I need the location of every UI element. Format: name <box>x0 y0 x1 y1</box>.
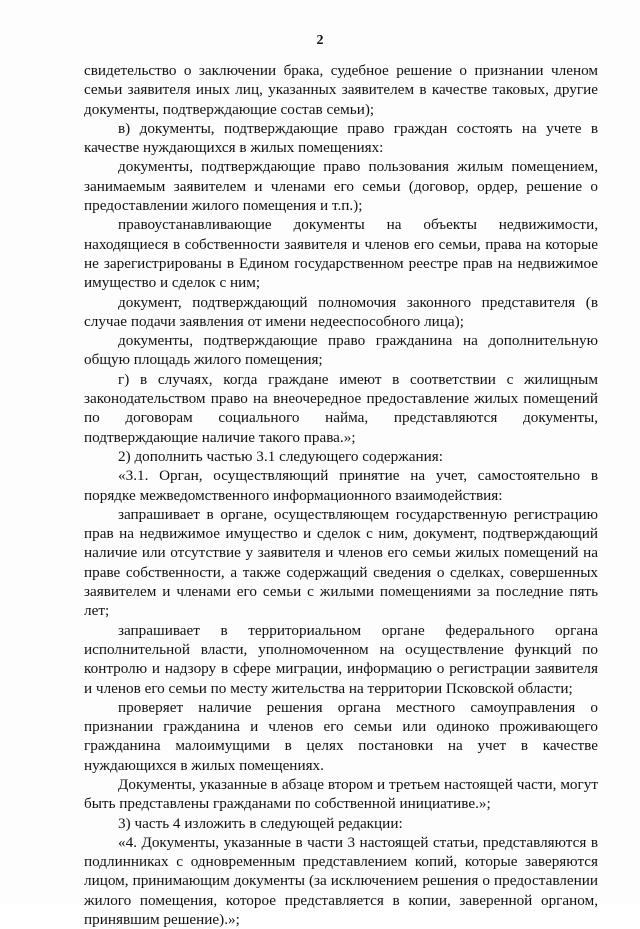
paragraph: 3) часть 4 изложить в следующей редакции: <box>118 814 403 832</box>
paragraph: в) документы, подтверждающие право граждан состоять на учете в качестве нуждающихся в жилых помещениях: <box>84 119 598 157</box>
paragraph: г) в случаях, когда граждане имеют в соответствии с жилищным законодательством право на внеочередное предоставление жилых помещений по договорам социального найма, представляются документы, подтверждающие наличие такого права.»; <box>84 370 598 446</box>
paragraph: правоустанавливающие документы на объекты недвижимости, находящиеся в собственности заявителя и членов его семьи, права на которые не зарегистрированы в Едином государственном реестре прав на недвижимое имущество и сделок с ним; <box>84 216 598 292</box>
paragraph: документ, подтверждающий полномочия законного представителя (в случае подачи заявления от имени недееспособного лица); <box>84 293 598 330</box>
paragraph: свидетельство о заключении брака, судебное решение о признании членом семьи заявителя иных лиц, указанных заявителем в качестве таковых, другие документы, подтверждающие состав семьи); <box>84 62 598 118</box>
paragraph: запрашивает в органе, осуществляющем государственную регистрацию прав на недвижимое имущество и сделок с ним, документ, подтверждающий наличие или отсутствие у заявителя и членов его семьи жилых помещений на праве собственности, а также содержащий сведения о сделках, совершенных заявителем и членами его семьи с жилыми помещениями за последние пять лет; <box>84 505 598 620</box>
paragraph: «4. Документы, указанные в части 3 настоящей статьи, представляются в подлинниках с одновременным представлением копий, которые заверяются лицом, принимающим документы (за исключением решения о предоставлении жилого помещения, которое представляется в копии, заверенной органом, принявшим решение).»; <box>84 833 598 929</box>
paragraph: документы, подтверждающие право пользования жилым помещением, занимаемым заявителем и членами его семьи (договор, ордер, решение о предоставлении жилого помещения и т.п.); <box>84 158 598 215</box>
paragraph: запрашивает в территориальном органе федерального органа исполнительной власти, уполномоченном на осуществление функций по контролю и надзору в сфере миграции, информацию о регистрации заявителя и членов его семьи по месту жительства на территории Псковской области; <box>84 621 598 697</box>
page-number: 2 <box>316 33 324 48</box>
paragraph: Документы, указанные в абзаце втором и третьем настоящей части, могут быть представлены гражданами по собственной инициативе.»; <box>84 775 598 813</box>
paragraph: документы, подтверждающие право гражданина на дополнительную общую площадь жилого помещения; <box>84 332 598 369</box>
paragraph: «3.1. Орган, осуществляющий принятие на учет, самостоятельно в порядке межведомственного информационного взаимодействия: <box>84 467 598 504</box>
paragraph: 2) дополнить частью 3.1 следующего содержания: <box>118 447 443 465</box>
document-body <box>84 61 598 929</box>
paragraph: проверяет наличие решения органа местного самоуправления о признании гражданина и членов его семьи или одиноко проживающего гражданина малоимущими в целях постановки на учет в качестве нуждающихся в жилых помещениях. <box>84 698 598 774</box>
